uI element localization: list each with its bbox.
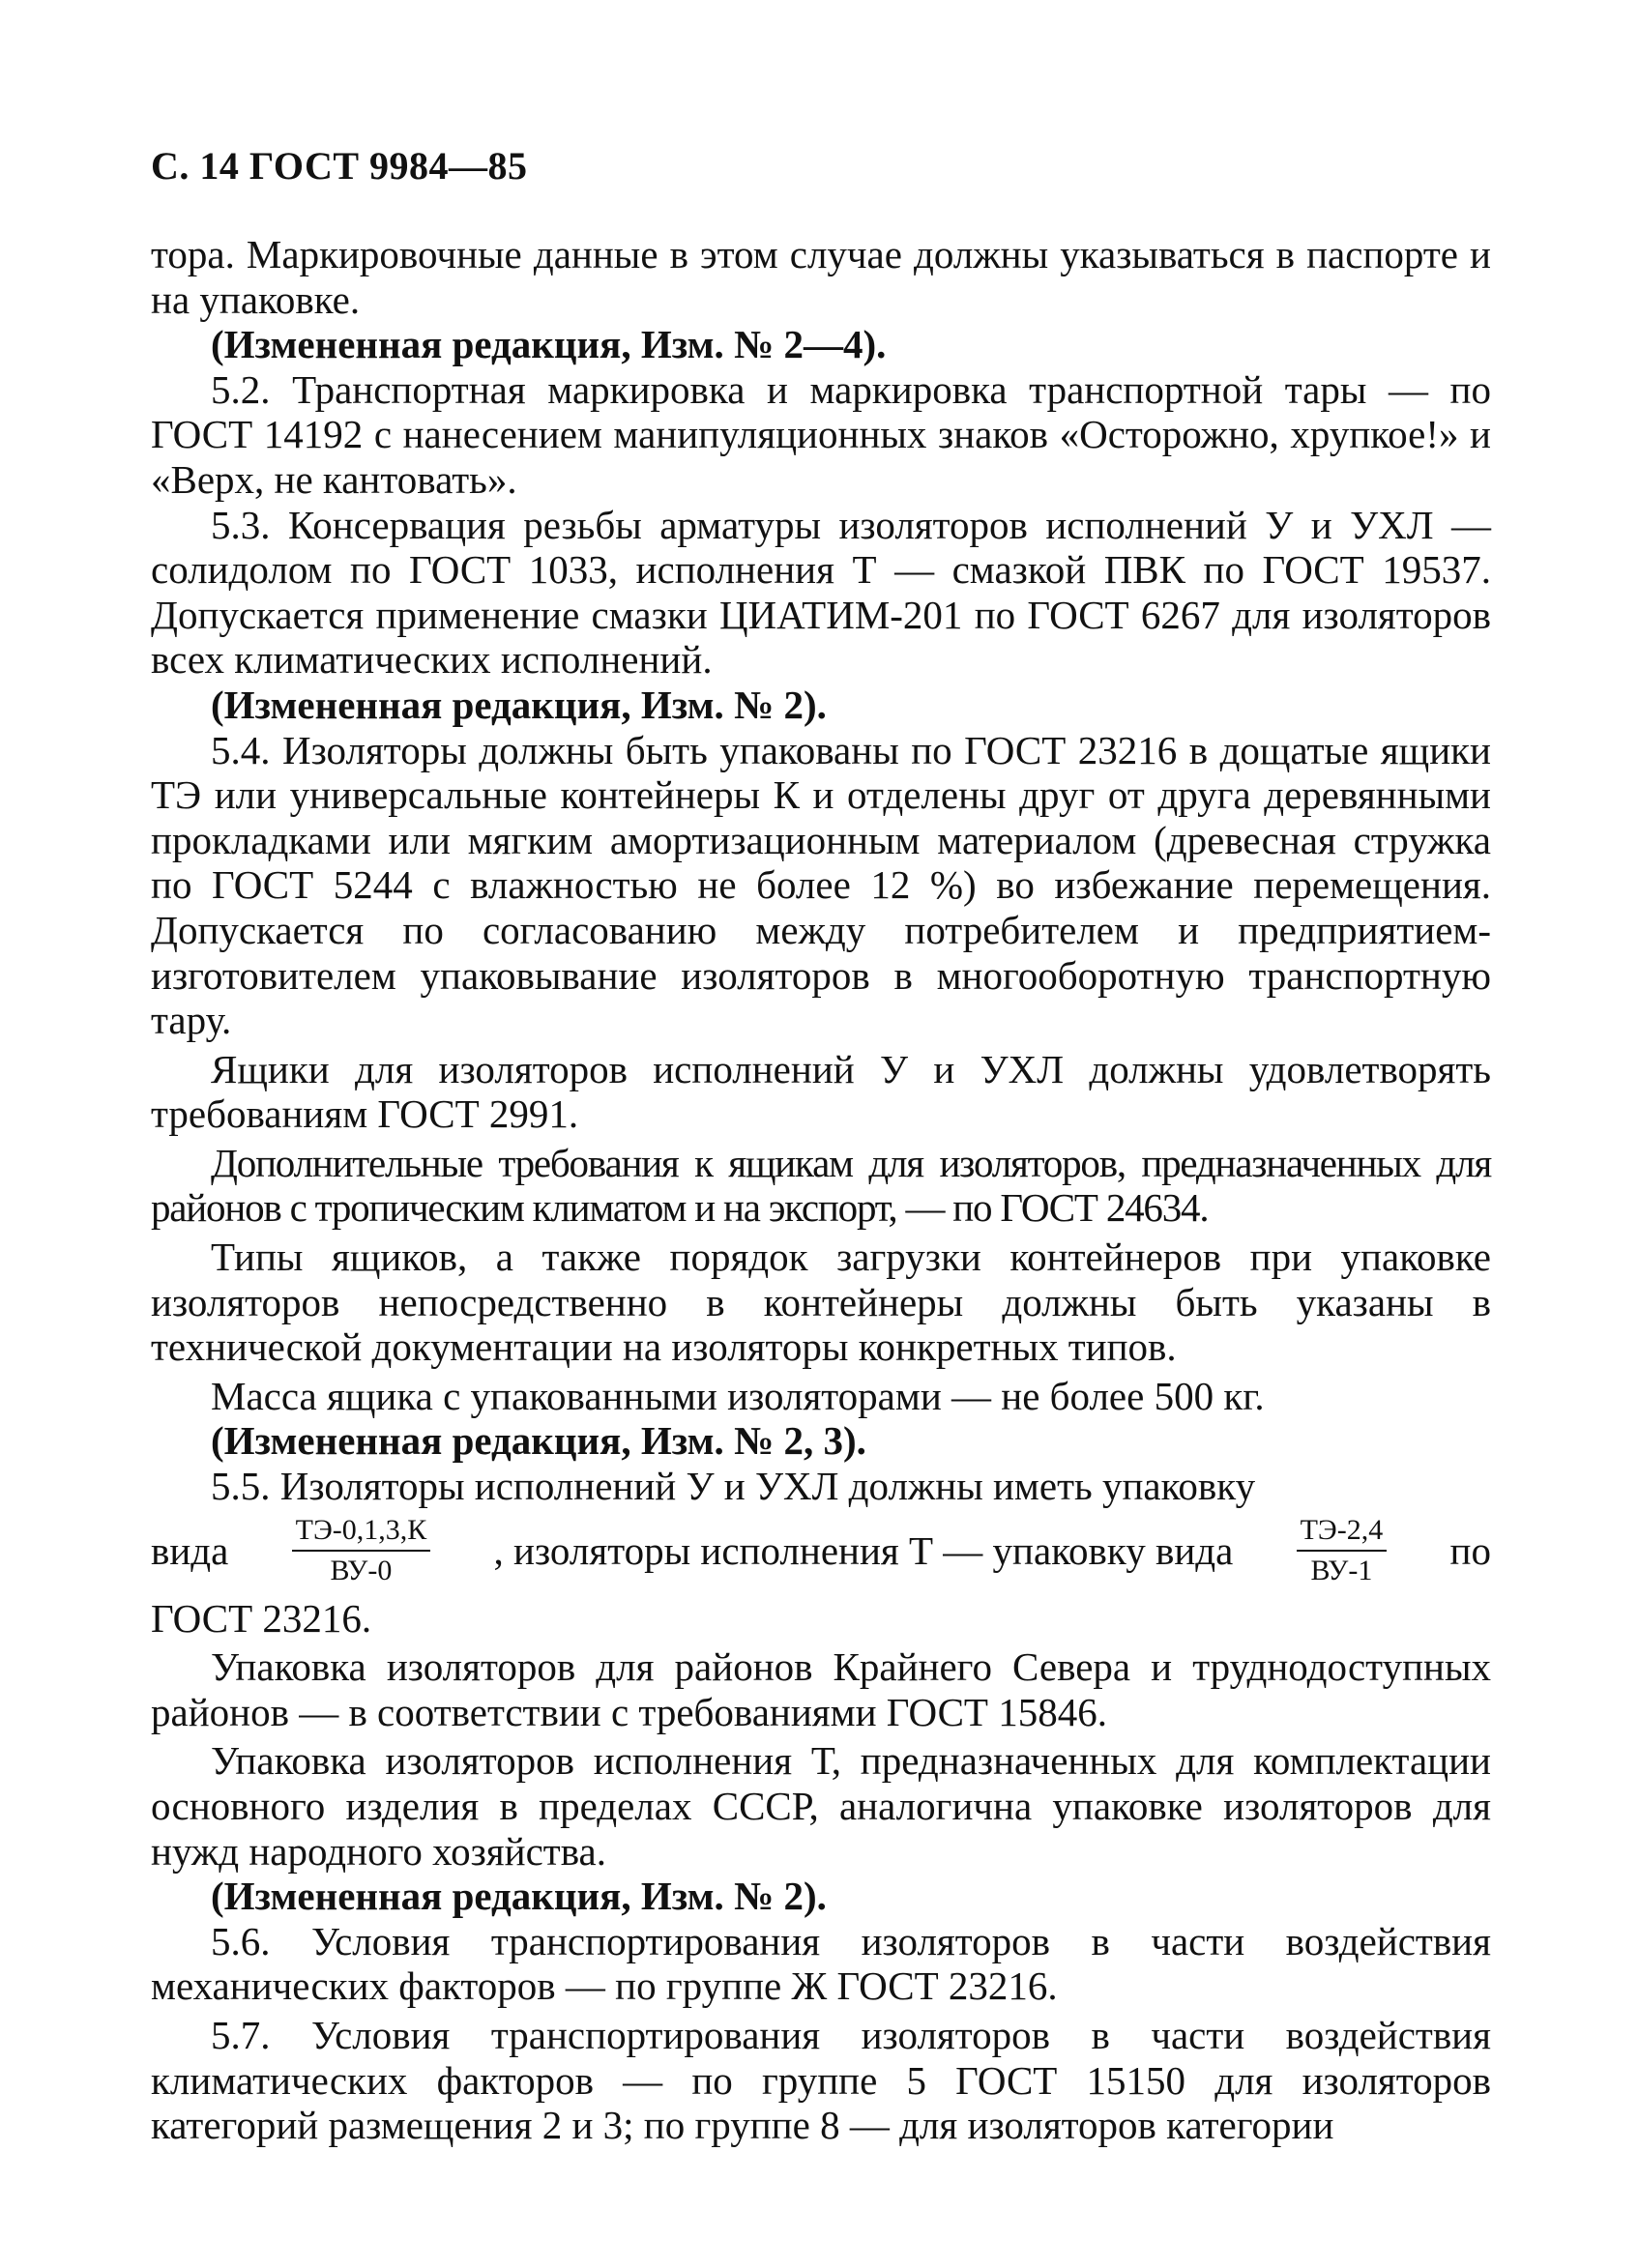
clause-5-7: 5.7. Условия транспортирования изоляторов в части воздействия климатических факторов — по группе 5 ГОСТ 15150 для изоляторов категорий размещения 2 и 3; по группе 8 — для изоляторов категории bbox=[151, 2012, 1491, 2148]
word-po: по bbox=[1449, 1528, 1491, 1574]
clause-5-3: 5.3. Консервация резьбы арматуры изоляторов исполнений У и УХЛ — солидолом по ГОСТ 1033, исполнения Т — смазкой ПВК по ГОСТ 19537. Допускается применение смазки ЦИАТИМ-201 по ГОСТ 6267 для изоляторов всех климатических исполнений. bbox=[151, 502, 1491, 683]
clause-5-5-end: ГОСТ 23216. bbox=[151, 1595, 372, 1641]
fraction-numerator: ТЭ-2,4 bbox=[1297, 1514, 1388, 1552]
clause-5-5-middle-text: , изоляторы исполнения Т — упаковку вида bbox=[493, 1528, 1234, 1574]
fraction-denominator: ВУ-0 bbox=[330, 1555, 393, 1587]
amendment-note: (Измененная редакция, Изм. № 2). bbox=[211, 682, 827, 727]
clause-5-5-north: Упаковка изоляторов для районов Крайнего Севера и труднодоступных районов — в соответствии с требованиями ГОСТ 15846. bbox=[151, 1644, 1491, 1734]
clause-5-4-box-types: Типы ящиков, а также порядок загрузки контейнеров при упаковке изоляторов непосредственно в контейнеры должны быть указаны в технической документации на изоляторы конкретных типов. bbox=[151, 1235, 1491, 1370]
packaging-fraction-2 bbox=[1297, 1514, 1388, 1588]
clause-5-5-intro: 5.5. Изоляторы исполнений У и УХЛ должны иметь упаковку bbox=[211, 1464, 1256, 1509]
word-vida: вида bbox=[151, 1528, 229, 1574]
packaging-fraction-1 bbox=[292, 1514, 431, 1588]
amendment-note: (Измененная редакция, Изм. № 2, 3). bbox=[211, 1418, 866, 1464]
fraction-numerator: ТЭ-0,1,3,К bbox=[292, 1514, 431, 1552]
clause-5-5-fraction-line bbox=[151, 1503, 1491, 1600]
clause-5-4-boxes: Ящики для изоляторов исполнений У и УХЛ должны удовлетворять требованиям ГОСТ 2991. bbox=[151, 1046, 1491, 1137]
clause-5-4-mass: Масса ящика с упакованными изоляторами — не более 500 кг. bbox=[211, 1373, 1265, 1418]
clause-5-4: 5.4. Изоляторы должны быть упакованы по ГОСТ 23216 в дощатые ящики ТЭ или универсальные контейнеры К и отделены друг от друга деревянными прокладками или мягким амортизационным материалом (древесная стружка по ГОСТ 5244 с влажностью не более 12 %) во избежание перемещения. Допускается по согласованию между потребителем и предприятием-изготовителем упаковывание изоляторов в многооборотную транспортную тару. bbox=[151, 727, 1491, 1043]
amendment-note: (Измененная редакция, Изм. № 2—4). bbox=[211, 322, 887, 367]
clause-5-2: 5.2. Транспортная маркировка и маркировка транспортной тары — по ГОСТ 14192 с нанесением манипуляционных знаков «Осторожно, хрупкое!» и «Верх, не кантовать». bbox=[151, 366, 1491, 502]
clause-5-4-tropical: Дополнительные требования к ящикам для изоляторов, предназначенных для районов с тропическим климатом и на экспорт, — по ГОСТ 24634. bbox=[151, 1140, 1491, 1231]
page-header: С. 14 ГОСТ 9984—85 bbox=[151, 144, 528, 188]
clause-5-6: 5.6. Условия транспортирования изоляторов в части воздействия механических факторов — по группе Ж ГОСТ 23216. bbox=[151, 1918, 1491, 2009]
amendment-note: (Измененная редакция, Изм. № 2). bbox=[211, 1874, 827, 1919]
fraction-denominator: ВУ-1 bbox=[1310, 1555, 1373, 1587]
document-body bbox=[151, 232, 1491, 2148]
paragraph-continuation: тора. Маркировочные данные в этом случае должны указываться в паспорте и на упаковке. bbox=[151, 232, 1491, 322]
clause-5-5-ussr: Упаковка изоляторов исполнения Т, предназначенных для комплектации основного изделия в пределах СССР, аналогична упаковке изоляторов для нужд народного хозяйства. bbox=[151, 1738, 1491, 1874]
